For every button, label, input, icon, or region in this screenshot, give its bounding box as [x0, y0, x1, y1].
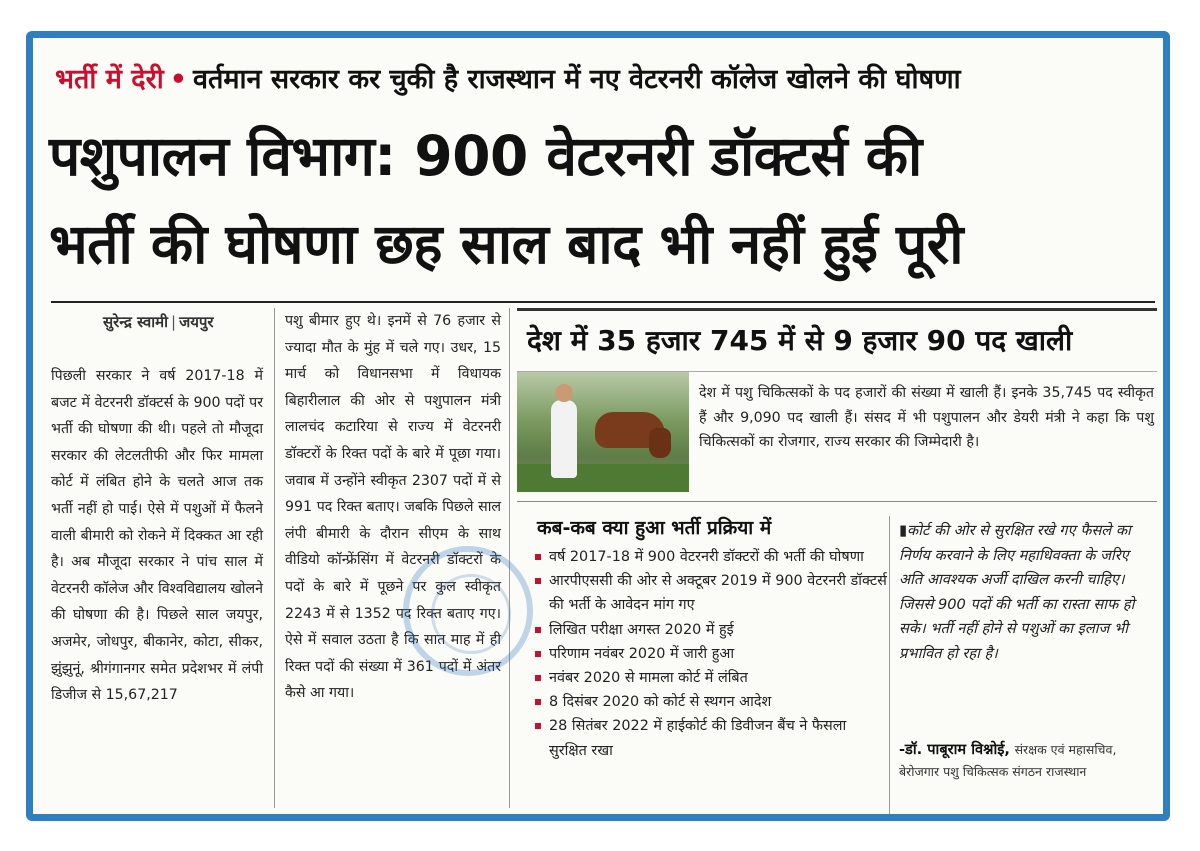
byline-place: जयपुर [179, 313, 214, 331]
timeline-item: 28 सितंबर 2022 में हाईकोर्ट की डिवीजन बैंच ने फैसला सुरक्षित रखा [535, 714, 887, 762]
timeline-title: कब-कब क्या हुआ भर्ती प्रक्रिया में [537, 517, 772, 539]
quote-block [899, 519, 1155, 667]
body-column-2: पशु बीमार हुए थे। इनमें से 76 हजार से ज्यादा मौत के मुंह में चले गए। उधर, 15 मार्च को विधानसभा में विधायक बिहारीलाल की ओर से पशुपालन मंत्री लालचंद कटारिया से राज्य में वेटरनरी डॉक्टरों के रिक्त पदों के बारे में पूछा गया। जवाब में उन्होंने स्वीकृत 2307 पदों में से 991 पद रिक्त बताए। जबकि पिछले साल लंपी बीमारी के दौरान सीएम के साथ वीडियो कॉन्फ्रेंसिंग में वेटरनरी डॉक्टरों के पदों के बारे में पूछने पर कुल स्वीकृत 2243 में से 1352 पद रिक्त बताए गए। ऐसे में सवाल उठता है कि सात माह में ही रिक्त पदों की संख्या में 361 पदों में अंतर कैसे आ गया। [285, 313, 501, 702]
headline-divider [51, 301, 1155, 303]
byline-author: सुरेन्द्र स्वामी [103, 313, 169, 331]
column-divider [274, 308, 275, 808]
box-headline [517, 308, 1157, 372]
kicker-label: भर्ती में देरी [55, 64, 164, 95]
kicker-bullet: • [169, 64, 187, 95]
column-divider [889, 516, 890, 816]
column-divider [509, 308, 510, 808]
kicker-text: वर्तमान सरकार कर चुकी है राजस्थान में नए वेटरनरी कॉलेज खोलने की घोषणा [192, 64, 961, 95]
timeline-item: नवंबर 2020 से मामला कोर्ट में लंबित [535, 666, 887, 690]
news-photo [517, 372, 689, 492]
quote-text: कोर्ट की ओर से सुरक्षित रखे गए फैसले का निर्णय करवाने के लिए महाधिवक्ता के जरिए अति आवश्यक अर्जी दाखिल करनी चाहिए। जिससे 900 पदों की भर्ती का रास्ता साफ हो सके। भर्ती नहीं होने से पशुओं का इलाज भी प्रभावित हो रहा है। [899, 522, 1135, 662]
timeline-item: लिखित परीक्षा अगस्त 2020 में हुई [535, 618, 887, 642]
timeline-item: वर्ष 2017-18 में 900 वेटरनरी डॉक्टरों की भर्ती की घोषणा [535, 545, 887, 569]
quote-mark-icon: ▮ [899, 522, 908, 539]
kicker-line [55, 60, 1155, 100]
quote-attribution [899, 739, 1159, 783]
bullet-icon [535, 578, 541, 584]
quote-role: संरक्षक एवं महासचिव, बेरोजगार पशु चिकित्सक संगठन राजस्थान [899, 742, 1117, 779]
headline-line-1: पशुपालन विभाग: 900 वेटरनरी डॉक्टर्स की [49, 124, 922, 188]
headline-line-2: भर्ती की घोषणा छह साल बाद भी नहीं हुई पूरी [49, 212, 964, 276]
body-column-1: पिछली सरकार ने वर्ष 2017-18 में बजट में वेटरनरी डॉक्टर्स के 900 पदों पर भर्ती की घोषणा की थी। पहले तो मौजूदा सरकार की लेटलतीफी और फिर मामला कोर्ट में लंबित होने के चलते आज तक भर्ती नहीं हो पाई। ऐसे में पशुओं में फैलने वाली बीमारी को रोकने में दिक्कत आ रही है। अब मौजूदा सरकार ने पांच साल में वेटरनरी कॉलेज और विश्वविद्यालय खोलने की घोषणा की है। पिछले साल जयपुर, अजमेर, जोधपुर, बीकानेर, कोटा, सीकर, झुंझुनूं, श्रीगंगानगर समेत प्रदेशभर में लंपी डिजीज से 15,67,217 [51, 368, 263, 704]
news-clipping [26, 31, 1170, 821]
headline [49, 112, 1159, 288]
timeline-item: 8 दिसंबर 2020 को कोर्ट से स्थगन आदेश [535, 690, 887, 714]
box-title: देश में 35 हजार 745 में से 9 हजार 90 पद खाली [527, 324, 1073, 357]
timeline-item: आरपीएससी की ओर से अक्टूबर 2019 में 900 वेटरनरी डॉक्टर्स की भर्ती के आवेदन मांग गए [535, 569, 887, 617]
timeline-list [535, 545, 887, 763]
byline-separator: | [171, 313, 177, 331]
bullet-icon [535, 627, 541, 633]
byline [103, 312, 214, 332]
seal-watermark-icon [403, 546, 533, 676]
box-text: देश में पशु चिकित्सकों के पद हजारों की संख्या में खाली हैं। इनके 35,745 पद स्वीकृत हैं और 9,090 पद खाली हैं। संसद में भी पशुपालन और डेयरी मंत्री ने कहा कि पशु चिकित्सकों का रोजगार, राज्य सरकार की जिम्मेदारी है। [699, 385, 1154, 450]
bullet-icon [535, 554, 541, 560]
bullet-icon [535, 699, 541, 705]
quote-author: -डॉ. पाबूराम विश्नोई, [899, 741, 1010, 758]
bullet-icon [535, 723, 541, 729]
bullet-icon [535, 651, 541, 657]
section-divider [517, 501, 1157, 502]
bullet-icon [535, 675, 541, 681]
timeline-item: परिणाम नवंबर 2020 में जारी हुआ [535, 642, 887, 666]
